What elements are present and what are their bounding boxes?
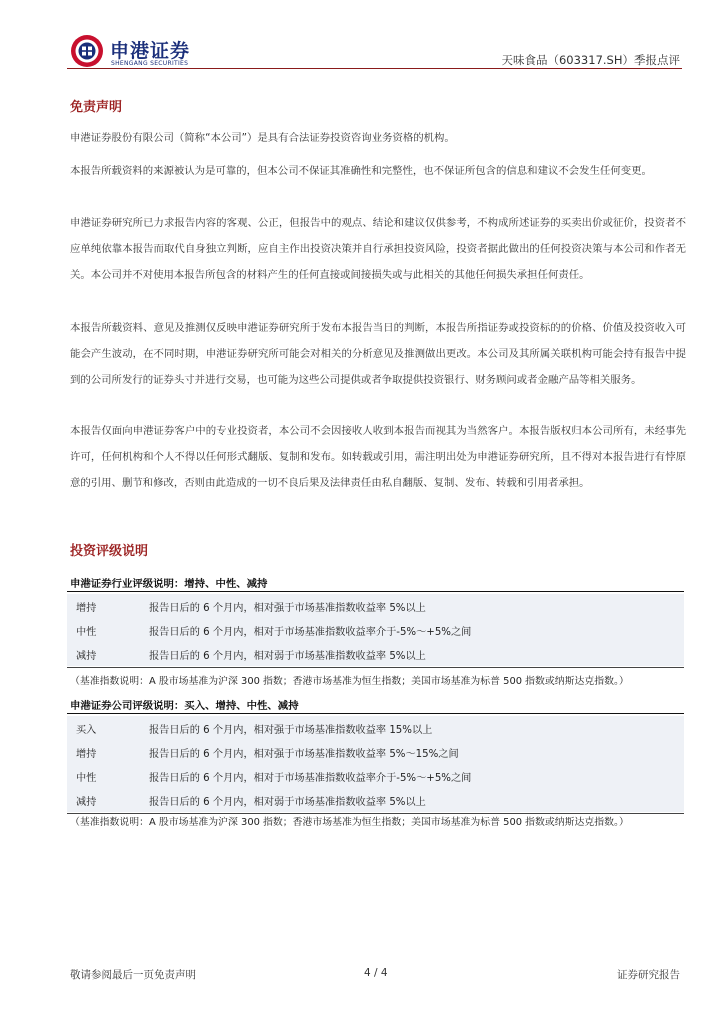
benchmark-note: （基准指数说明：A 股市场基准为沪深 300 指数；香港市场基准为恒生指数；美国市场基准为标普 500 指数或纳斯达克指数。） [70,817,629,828]
rating-label: 增持 [76,749,97,760]
report-tag: 天味食品（603317.SH）季报点评 [501,53,680,67]
rating-description: 报告日后的 6 个月内，相对弱于市场基准指数收益率 5%以上 [149,651,426,662]
industry-rating-row [67,618,684,642]
disclaimer-paragraph: 本报告所载资料的来源被认为是可靠的，但本公司不保证其准确性和完整性，也不保证所包含的信息和建议不会发生任何变更。 [70,165,652,177]
rating-label: 减持 [76,797,97,808]
rating-label: 中性 [76,627,97,638]
industry-rating-row [67,594,684,618]
rating-label: 中性 [76,773,97,784]
company-rating-row [67,716,684,740]
company-rating-row [67,764,684,788]
page-number: 4 / 4 [364,967,388,979]
company-rating-row [67,740,684,764]
brand-name: 申港证券 [110,40,191,62]
table-rule [67,591,684,592]
rating-description: 报告日后的 6 个月内，相对强于市场基准指数收益率 5%以上 [149,603,426,614]
page-header [0,0,724,72]
rating-description: 报告日后的 6 个月内，相对弱于市场基准指数收益率 5%以上 [149,797,426,808]
disclaimer-title: 免责声明 [70,100,123,115]
rating-description: 报告日后的 6 个月内，相对强于市场基准指数收益率 15%以上 [149,725,433,736]
disclaimer-paragraph: 本报告仅面向申港证券客户中的专业投资者，本公司不会因接收人收到本报告而视其为当然客户。本报告版权归本公司所有，未经事先许可，任何机构和个人不得以任何形式翻版、复制和发布。如转载或引用，需注明出处为申港证券研究所，且不得对本报告进行有悖原意的引用、删节和修改，否则由此造成的一切不良后果及法律责任由私自翻版、复制、发布、转载和引用者承担。 [70,425,686,489]
rating-label: 增持 [76,603,97,614]
shengang-logo-icon [70,34,104,68]
rating-label: 减持 [76,651,97,662]
footer-disclaimer-hint: 敬请参阅最后一页免责声明 [70,969,196,981]
industry-rating-row [67,642,684,666]
industry-rating-heading: 申港证券行业评级说明：增持、中性、减持 [70,578,268,590]
table-rule [67,713,684,714]
footer-report-type: 证券研究报告 [617,969,680,981]
brand-name-english: SHENGANG SECURITIES [111,60,189,67]
rating-description: 报告日后的 6 个月内，相对强于市场基准指数收益率 5%～15%之间 [149,749,459,760]
rating-description: 报告日后的 6 个月内，相对于市场基准指数收益率介于-5%～+5%之间 [149,773,472,784]
disclaimer-paragraph: 申港证券研究所已力求报告内容的客观、公正，但报告中的观点、结论和建议仅供参考，不构成所述证券的买卖出价或征价，投资者不应单纯依靠本报告而取代自身独立判断，应自主作出投资决策并自行承担投资风险，投资者据此做出的任何投资决策与本公司和作者无关。本公司并不对使用本报告所包含的材料产生的任何直接或间接损失或与此相关的其他任何损失承担任何责任。 [70,217,686,281]
rating-label: 买入 [76,725,97,736]
header-divider [67,68,682,69]
ratings-title: 投资评级说明 [70,544,149,559]
rating-description: 报告日后的 6 个月内，相对于市场基准指数收益率介于-5%～+5%之间 [149,627,472,638]
table-rule [67,667,684,668]
company-rating-heading: 申港证券公司评级说明：买入、增持、中性、减持 [70,700,299,712]
disclaimer-paragraph: 本报告所载资料、意见及推测仅反映申港证券研究所于发布本报告当日的判断，本报告所指证券或投资标的的价格、价值及投资收入可能会产生波动，在不同时期，申港证券研究所可能会对相关的分析意见及推测做出更改。本公司及其所属关联机构可能会持有报告中提到的公司所发行的证券头寸并进行交易，也可能为这些公司提供或者争取提供投资银行、财务顾问或者金融产品等相关服务。 [70,322,686,386]
benchmark-note: （基准指数说明：A 股市场基准为沪深 300 指数；香港市场基准为恒生指数；美国市场基准为标普 500 指数或纳斯达克指数。） [70,676,629,687]
company-rating-row [67,788,684,812]
disclaimer-paragraph: 申港证券股份有限公司（简称“本公司”）是具有合法证券投资咨询业务资格的机构。 [70,132,455,144]
